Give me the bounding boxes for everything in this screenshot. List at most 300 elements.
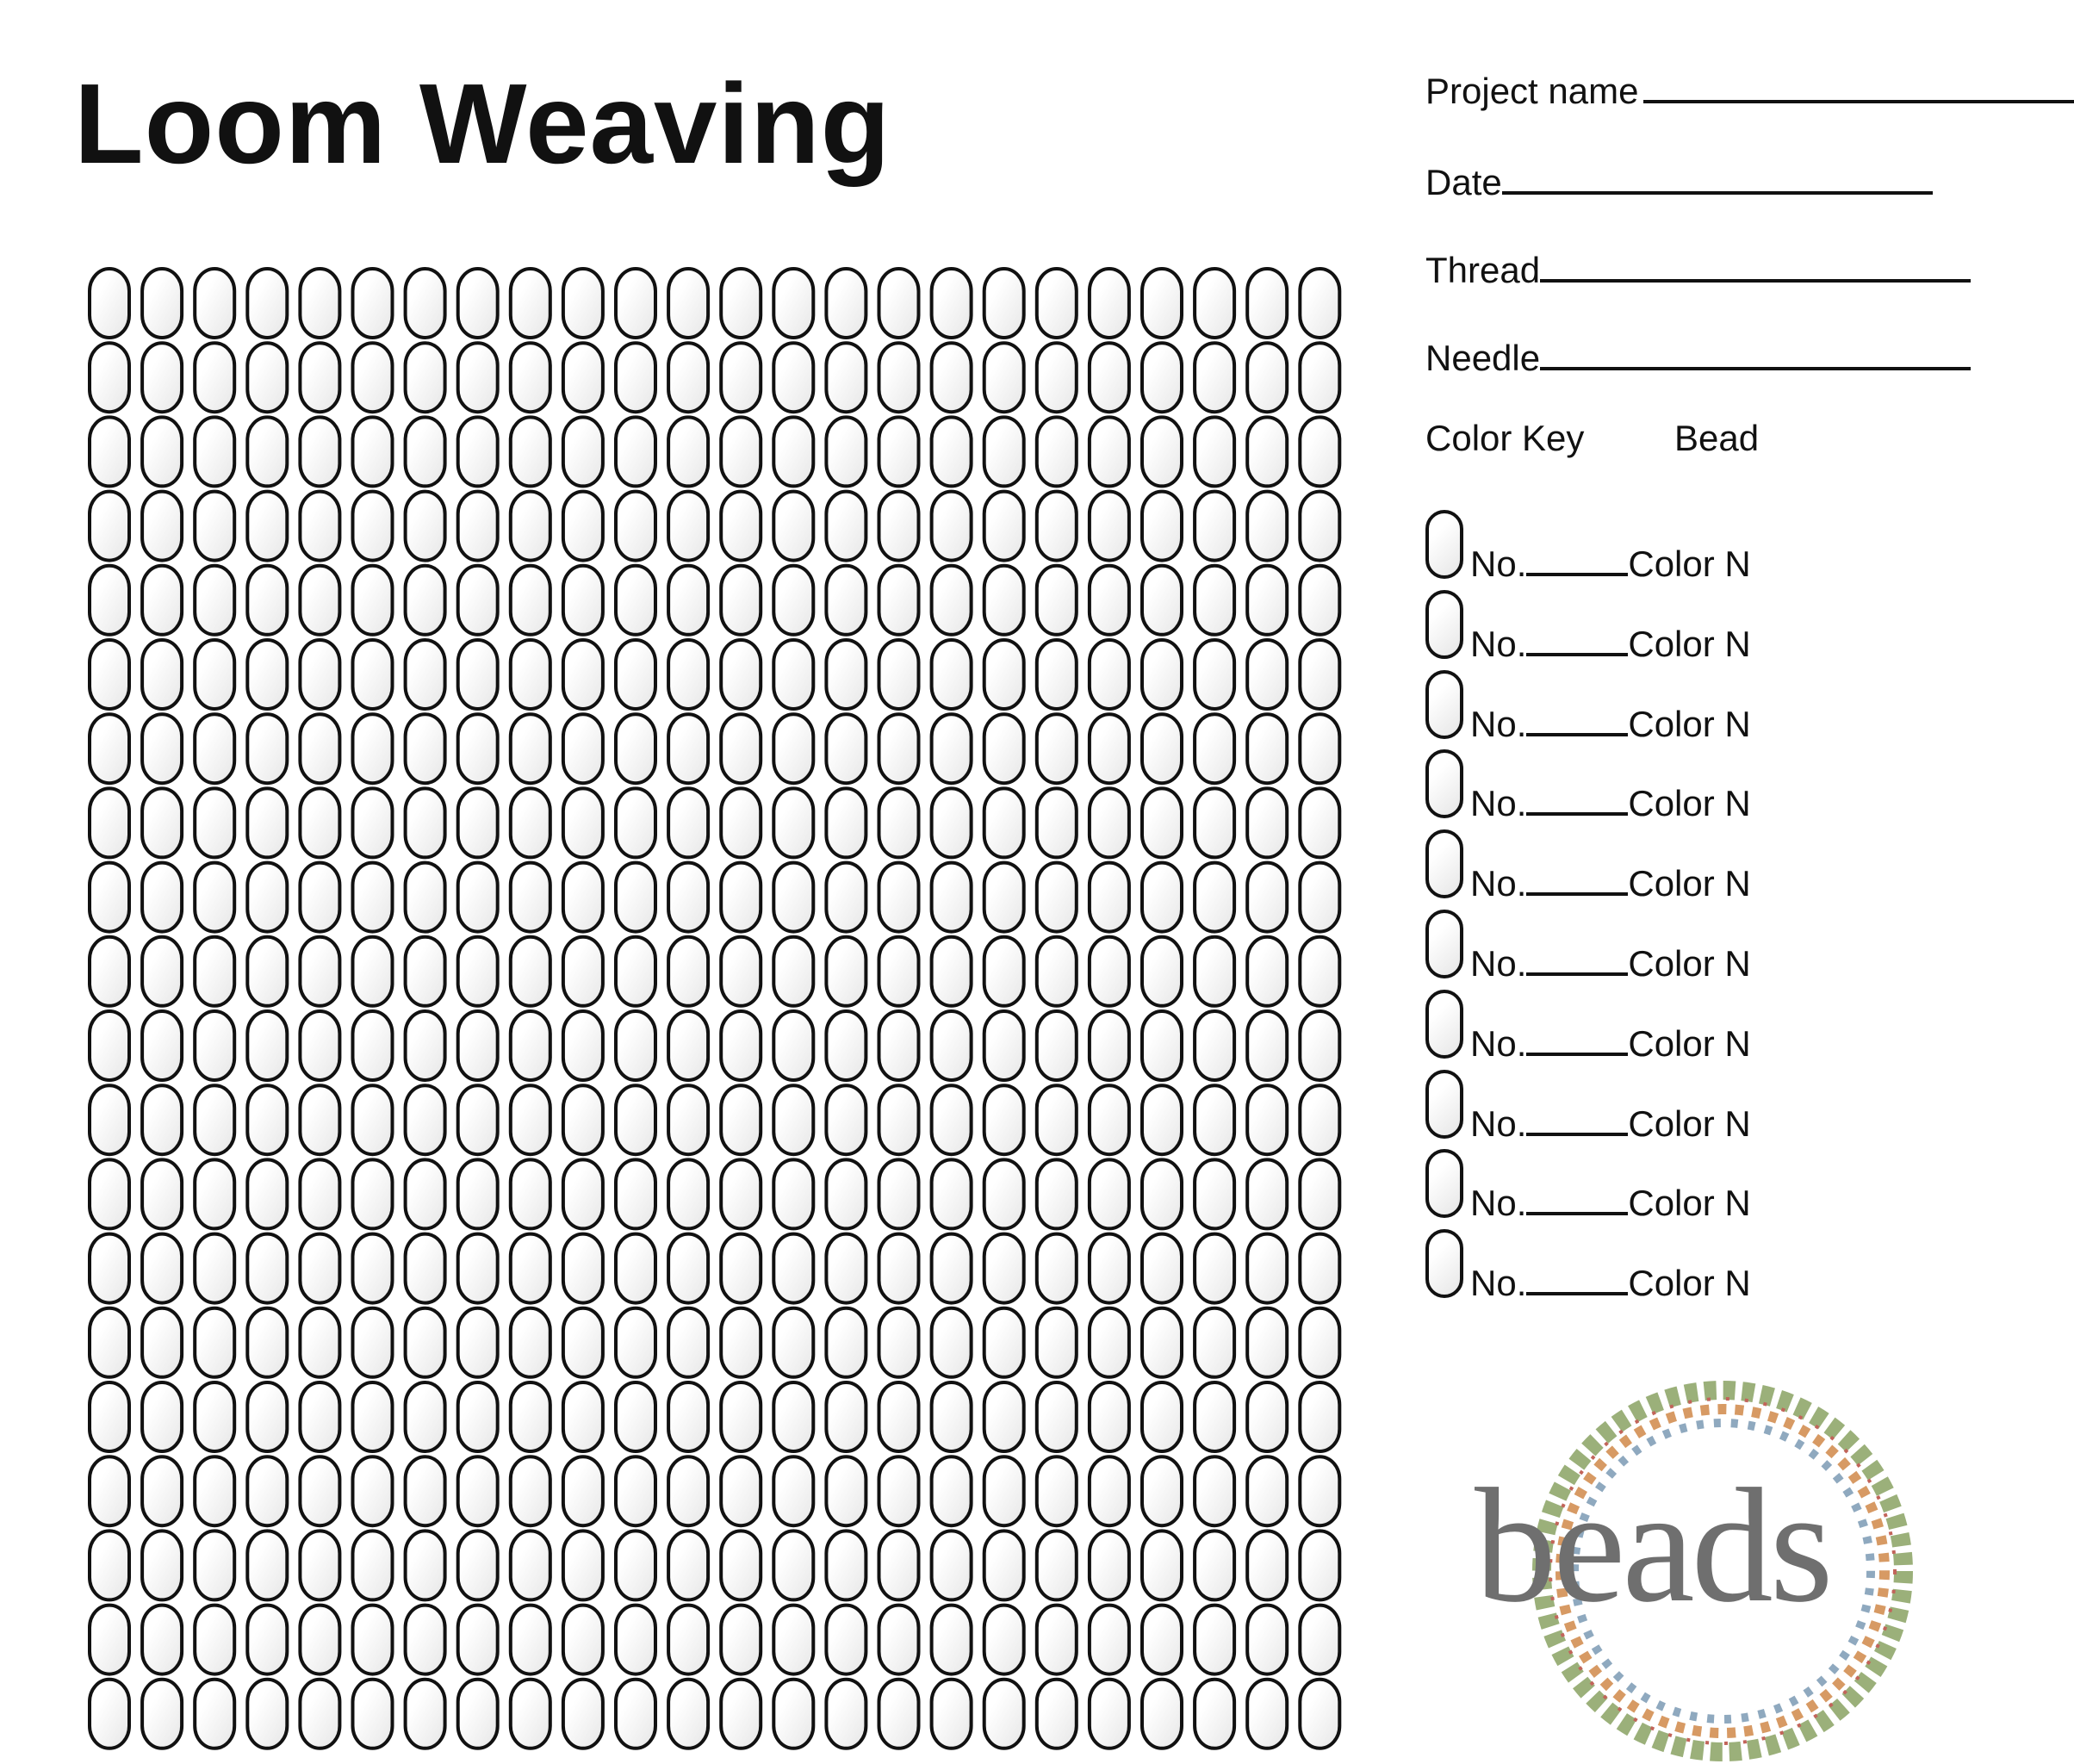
bead-cell[interactable] [195, 1011, 234, 1080]
bead-cell[interactable] [721, 1531, 761, 1599]
bead-cell[interactable] [195, 788, 234, 857]
bead-cell[interactable] [616, 1457, 655, 1525]
bead-cell[interactable] [300, 714, 339, 783]
bead-cell[interactable] [1300, 1680, 1339, 1748]
bead-cell[interactable] [879, 714, 919, 783]
bead-cell[interactable] [879, 863, 919, 932]
bead-cell[interactable] [1037, 343, 1077, 412]
bead-cell[interactable] [1090, 1680, 1129, 1748]
color-swatch-oval[interactable] [1425, 670, 1463, 739]
bead-cell[interactable] [142, 1531, 182, 1599]
bead-cell[interactable] [563, 1308, 603, 1377]
bead-cell[interactable] [668, 937, 708, 1006]
bead-cell[interactable] [195, 640, 234, 709]
bead-cell[interactable] [406, 1159, 445, 1228]
bead-cell[interactable] [511, 937, 550, 1006]
bead-cell[interactable] [406, 788, 445, 857]
bead-cell[interactable] [773, 714, 813, 783]
no-blank[interactable] [1526, 866, 1628, 896]
bead-cell[interactable] [668, 1606, 708, 1674]
bead-cell[interactable] [984, 1680, 1024, 1748]
bead-cell[interactable] [773, 788, 813, 857]
bead-cell[interactable] [932, 1457, 972, 1525]
bead-cell[interactable] [406, 937, 445, 1006]
bead-cell[interactable] [406, 1457, 445, 1525]
bead-cell[interactable] [984, 492, 1024, 561]
bead-cell[interactable] [1195, 1606, 1234, 1674]
bead-cell[interactable] [984, 566, 1024, 635]
bead-cell[interactable] [616, 1011, 655, 1080]
bead-cell[interactable] [195, 269, 234, 338]
bead-cell[interactable] [1300, 1606, 1339, 1674]
bead-cell[interactable] [406, 269, 445, 338]
bead-cell[interactable] [1142, 1159, 1182, 1228]
bead-cell[interactable] [142, 566, 182, 635]
bead-cell[interactable] [511, 640, 550, 709]
bead-cell[interactable] [406, 1234, 445, 1303]
bead-cell[interactable] [668, 1085, 708, 1154]
bead-cell[interactable] [773, 863, 813, 932]
bead-cell[interactable] [616, 269, 655, 338]
bead-cell[interactable] [826, 1531, 866, 1599]
bead-cell[interactable] [932, 788, 972, 857]
bead-cell[interactable] [826, 1606, 866, 1674]
bead-cell[interactable] [616, 566, 655, 635]
bead-cell[interactable] [458, 417, 498, 486]
bead-cell[interactable] [353, 1308, 393, 1377]
bead-cell[interactable] [984, 1159, 1024, 1228]
bead-cell[interactable] [90, 1085, 129, 1154]
bead-cell[interactable] [195, 1085, 234, 1154]
bead-cell[interactable] [1195, 714, 1234, 783]
bead-cell[interactable] [668, 788, 708, 857]
bead-cell[interactable] [406, 566, 445, 635]
bead-cell[interactable] [879, 417, 919, 486]
bead-cell[interactable] [511, 1531, 550, 1599]
bead-cell[interactable] [721, 1606, 761, 1674]
bead-cell[interactable] [773, 1457, 813, 1525]
bead-cell[interactable] [668, 640, 708, 709]
bead-cell[interactable] [563, 863, 603, 932]
bead-cell[interactable] [773, 937, 813, 1006]
bead-cell[interactable] [721, 1011, 761, 1080]
bead-cell[interactable] [1142, 714, 1182, 783]
bead-cell[interactable] [511, 1159, 550, 1228]
bead-cell[interactable] [1037, 1457, 1077, 1525]
bead-cell[interactable] [1300, 1085, 1339, 1154]
bead-cell[interactable] [353, 1531, 393, 1599]
bead-cell[interactable] [195, 1308, 234, 1377]
bead-cell[interactable] [142, 714, 182, 783]
bead-cell[interactable] [406, 714, 445, 783]
bead-cell[interactable] [1037, 566, 1077, 635]
bead-cell[interactable] [932, 1234, 972, 1303]
bead-cell[interactable] [458, 937, 498, 1006]
bead-cell[interactable] [721, 343, 761, 412]
bead-cell[interactable] [879, 1382, 919, 1451]
bead-cell[interactable] [826, 1085, 866, 1154]
bead-cell[interactable] [1090, 1159, 1129, 1228]
project-name-blank[interactable] [1643, 69, 2074, 103]
bead-cell[interactable] [142, 1457, 182, 1525]
bead-cell[interactable] [773, 492, 813, 561]
bead-cell[interactable] [195, 937, 234, 1006]
no-blank[interactable] [1526, 627, 1628, 656]
bead-cell[interactable] [721, 937, 761, 1006]
bead-cell[interactable] [90, 1606, 129, 1674]
bead-cell[interactable] [879, 937, 919, 1006]
bead-cell[interactable] [773, 343, 813, 412]
bead-cell[interactable] [511, 1011, 550, 1080]
bead-cell[interactable] [1195, 1382, 1234, 1451]
bead-cell[interactable] [668, 863, 708, 932]
bead-cell[interactable] [721, 492, 761, 561]
bead-cell[interactable] [826, 1457, 866, 1525]
bead-cell[interactable] [195, 1531, 234, 1599]
bead-cell[interactable] [1300, 492, 1339, 561]
bead-cell[interactable] [458, 1159, 498, 1228]
bead-cell[interactable] [826, 566, 866, 635]
bead-cell[interactable] [879, 1680, 919, 1748]
bead-cell[interactable] [247, 788, 287, 857]
bead-cell[interactable] [1195, 1011, 1234, 1080]
bead-cell[interactable] [1195, 1085, 1234, 1154]
bead-cell[interactable] [1090, 1308, 1129, 1377]
bead-cell[interactable] [90, 1457, 129, 1525]
no-blank[interactable] [1526, 1186, 1628, 1215]
bead-cell[interactable] [1142, 1531, 1182, 1599]
bead-cell[interactable] [773, 269, 813, 338]
bead-cell[interactable] [300, 863, 339, 932]
bead-cell[interactable] [195, 1234, 234, 1303]
bead-cell[interactable] [90, 714, 129, 783]
bead-cell[interactable] [563, 714, 603, 783]
bead-cell[interactable] [300, 1531, 339, 1599]
bead-cell[interactable] [1142, 269, 1182, 338]
bead-cell[interactable] [879, 1159, 919, 1228]
no-blank[interactable] [1526, 1266, 1628, 1295]
bead-cell[interactable] [353, 1234, 393, 1303]
bead-cell[interactable] [1195, 1680, 1234, 1748]
bead-cell[interactable] [668, 1531, 708, 1599]
bead-cell[interactable] [721, 1085, 761, 1154]
bead-cell[interactable] [826, 269, 866, 338]
bead-cell[interactable] [1300, 269, 1339, 338]
bead-cell[interactable] [511, 1234, 550, 1303]
bead-cell[interactable] [458, 1457, 498, 1525]
bead-cell[interactable] [826, 1680, 866, 1748]
bead-cell[interactable] [458, 269, 498, 338]
bead-cell[interactable] [90, 640, 129, 709]
bead-cell[interactable] [879, 1308, 919, 1377]
bead-cell[interactable] [353, 863, 393, 932]
bead-cell[interactable] [932, 269, 972, 338]
bead-cell[interactable] [773, 1308, 813, 1377]
thread-blank[interactable] [1540, 248, 1971, 283]
bead-cell[interactable] [879, 1234, 919, 1303]
bead-cell[interactable] [458, 788, 498, 857]
bead-cell[interactable] [458, 1085, 498, 1154]
bead-cell[interactable] [1090, 788, 1129, 857]
bead-cell[interactable] [668, 714, 708, 783]
bead-cell[interactable] [1247, 566, 1287, 635]
bead-cell[interactable] [984, 863, 1024, 932]
bead-cell[interactable] [563, 1606, 603, 1674]
bead-cell[interactable] [195, 1606, 234, 1674]
bead-cell[interactable] [511, 863, 550, 932]
no-blank[interactable] [1526, 947, 1628, 976]
bead-cell[interactable] [826, 1011, 866, 1080]
bead-cell[interactable] [458, 640, 498, 709]
bead-cell[interactable] [616, 1085, 655, 1154]
bead-cell[interactable] [932, 1011, 972, 1080]
bead-cell[interactable] [90, 1308, 129, 1377]
bead-cell[interactable] [1247, 1531, 1287, 1599]
bead-cell[interactable] [984, 1531, 1024, 1599]
bead-cell[interactable] [879, 788, 919, 857]
bead-cell[interactable] [90, 937, 129, 1006]
bead-cell[interactable] [142, 1382, 182, 1451]
bead-cell[interactable] [406, 1085, 445, 1154]
bead-cell[interactable] [773, 1606, 813, 1674]
bead-cell[interactable] [511, 1085, 550, 1154]
bead-cell[interactable] [90, 788, 129, 857]
bead-cell[interactable] [458, 1308, 498, 1377]
bead-cell[interactable] [721, 1234, 761, 1303]
bead-cell[interactable] [90, 1159, 129, 1228]
bead-cell[interactable] [300, 1234, 339, 1303]
bead-cell[interactable] [879, 492, 919, 561]
bead-cell[interactable] [142, 1308, 182, 1377]
bead-cell[interactable] [511, 1382, 550, 1451]
bead-cell[interactable] [1247, 1457, 1287, 1525]
bead-cell[interactable] [1037, 863, 1077, 932]
bead-cell[interactable] [721, 1159, 761, 1228]
bead-cell[interactable] [1195, 788, 1234, 857]
bead-cell[interactable] [1090, 1531, 1129, 1599]
bead-cell[interactable] [247, 1457, 287, 1525]
bead-cell[interactable] [142, 343, 182, 412]
no-blank[interactable] [1526, 1107, 1628, 1136]
bead-cell[interactable] [773, 1531, 813, 1599]
bead-cell[interactable] [563, 343, 603, 412]
bead-cell[interactable] [247, 640, 287, 709]
bead-cell[interactable] [406, 863, 445, 932]
bead-cell[interactable] [458, 1680, 498, 1748]
bead-cell[interactable] [142, 1085, 182, 1154]
bead-cell[interactable] [1037, 1531, 1077, 1599]
bead-cell[interactable] [300, 640, 339, 709]
bead-cell[interactable] [721, 714, 761, 783]
no-blank[interactable] [1526, 1027, 1628, 1056]
bead-cell[interactable] [721, 417, 761, 486]
bead-cell[interactable] [1300, 714, 1339, 783]
bead-cell[interactable] [668, 566, 708, 635]
bead-cell[interactable] [90, 343, 129, 412]
bead-cell[interactable] [879, 1011, 919, 1080]
bead-cell[interactable] [1142, 417, 1182, 486]
bead-cell[interactable] [1247, 1011, 1287, 1080]
bead-cell[interactable] [300, 566, 339, 635]
bead-cell[interactable] [247, 714, 287, 783]
bead-cell[interactable] [1195, 492, 1234, 561]
needle-blank[interactable] [1540, 336, 1971, 370]
bead-cell[interactable] [563, 1085, 603, 1154]
bead-cell[interactable] [90, 1680, 129, 1748]
bead-cell[interactable] [1142, 1234, 1182, 1303]
bead-cell[interactable] [1247, 1085, 1287, 1154]
bead-cell[interactable] [1195, 863, 1234, 932]
bead-cell[interactable] [300, 492, 339, 561]
bead-cell[interactable] [353, 1680, 393, 1748]
bead-cell[interactable] [826, 714, 866, 783]
bead-cell[interactable] [563, 640, 603, 709]
bead-cell[interactable] [195, 1457, 234, 1525]
bead-cell[interactable] [142, 1680, 182, 1748]
bead-cell[interactable] [826, 343, 866, 412]
bead-cell[interactable] [1037, 1234, 1077, 1303]
bead-cell[interactable] [90, 863, 129, 932]
bead-cell[interactable] [668, 1382, 708, 1451]
bead-cell[interactable] [247, 1382, 287, 1451]
bead-cell[interactable] [984, 714, 1024, 783]
bead-cell[interactable] [879, 1606, 919, 1674]
bead-cell[interactable] [195, 417, 234, 486]
bead-cell[interactable] [668, 1680, 708, 1748]
bead-cell[interactable] [1037, 640, 1077, 709]
bead-cell[interactable] [1037, 1680, 1077, 1748]
bead-cell[interactable] [932, 714, 972, 783]
bead-cell[interactable] [1300, 566, 1339, 635]
bead-cell[interactable] [1142, 788, 1182, 857]
color-swatch-oval[interactable] [1425, 749, 1463, 818]
bead-cell[interactable] [142, 1606, 182, 1674]
bead-cell[interactable] [932, 937, 972, 1006]
bead-cell[interactable] [300, 937, 339, 1006]
bead-cell[interactable] [616, 714, 655, 783]
bead-cell[interactable] [668, 343, 708, 412]
bead-cell[interactable] [300, 269, 339, 338]
bead-cell[interactable] [511, 1606, 550, 1674]
bead-cell[interactable] [879, 1531, 919, 1599]
bead-cell[interactable] [1037, 1085, 1077, 1154]
bead-cell[interactable] [353, 788, 393, 857]
bead-cell[interactable] [1195, 1531, 1234, 1599]
bead-cell[interactable] [1090, 937, 1129, 1006]
bead-cell[interactable] [616, 492, 655, 561]
bead-cell[interactable] [1037, 492, 1077, 561]
bead-cell[interactable] [668, 492, 708, 561]
bead-cell[interactable] [300, 1457, 339, 1525]
bead-cell[interactable] [1247, 1234, 1287, 1303]
bead-cell[interactable] [616, 1680, 655, 1748]
bead-cell[interactable] [511, 269, 550, 338]
bead-cell[interactable] [1195, 1234, 1234, 1303]
bead-cell[interactable] [668, 1159, 708, 1228]
bead-cell[interactable] [563, 417, 603, 486]
bead-cell[interactable] [879, 1457, 919, 1525]
bead-cell[interactable] [1247, 492, 1287, 561]
bead-cell[interactable] [353, 492, 393, 561]
bead-cell[interactable] [932, 1382, 972, 1451]
no-blank[interactable] [1526, 547, 1628, 576]
bead-cell[interactable] [1195, 417, 1234, 486]
bead-cell[interactable] [142, 492, 182, 561]
bead-cell[interactable] [563, 1457, 603, 1525]
bead-cell[interactable] [247, 1680, 287, 1748]
bead-cell[interactable] [247, 1234, 287, 1303]
bead-cell[interactable] [563, 1382, 603, 1451]
bead-cell[interactable] [1090, 492, 1129, 561]
bead-cell[interactable] [142, 1159, 182, 1228]
bead-cell[interactable] [773, 1085, 813, 1154]
bead-cell[interactable] [90, 492, 129, 561]
bead-cell[interactable] [511, 417, 550, 486]
bead-cell[interactable] [563, 1011, 603, 1080]
bead-cell[interactable] [458, 714, 498, 783]
bead-cell[interactable] [300, 1085, 339, 1154]
bead-cell[interactable] [932, 1680, 972, 1748]
bead-cell[interactable] [1300, 417, 1339, 486]
bead-cell[interactable] [142, 1234, 182, 1303]
bead-cell[interactable] [616, 1531, 655, 1599]
bead-cell[interactable] [458, 1531, 498, 1599]
bead-cell[interactable] [721, 269, 761, 338]
bead-cell[interactable] [406, 1382, 445, 1451]
bead-cell[interactable] [932, 343, 972, 412]
bead-cell[interactable] [616, 937, 655, 1006]
bead-cell[interactable] [932, 1159, 972, 1228]
bead-cell[interactable] [1037, 1382, 1077, 1451]
bead-cell[interactable] [616, 343, 655, 412]
bead-cell[interactable] [247, 566, 287, 635]
bead-cell[interactable] [247, 937, 287, 1006]
bead-cell[interactable] [1247, 937, 1287, 1006]
bead-cell[interactable] [1142, 1085, 1182, 1154]
color-swatch-oval[interactable] [1425, 510, 1463, 579]
bead-cell[interactable] [1247, 1159, 1287, 1228]
bead-cell[interactable] [353, 269, 393, 338]
bead-cell[interactable] [300, 417, 339, 486]
bead-cell[interactable] [300, 1680, 339, 1748]
bead-cell[interactable] [1037, 417, 1077, 486]
bead-cell[interactable] [353, 1159, 393, 1228]
bead-cell[interactable] [616, 788, 655, 857]
bead-cell[interactable] [90, 417, 129, 486]
bead-cell[interactable] [195, 863, 234, 932]
bead-cell[interactable] [1090, 714, 1129, 783]
bead-cell[interactable] [1142, 937, 1182, 1006]
bead-cell[interactable] [879, 343, 919, 412]
bead-cell[interactable] [300, 1308, 339, 1377]
bead-cell[interactable] [1037, 937, 1077, 1006]
bead-cell[interactable] [1195, 269, 1234, 338]
bead-cell[interactable] [247, 417, 287, 486]
bead-cell[interactable] [668, 1308, 708, 1377]
bead-cell[interactable] [142, 417, 182, 486]
bead-cell[interactable] [1247, 1680, 1287, 1748]
bead-cell[interactable] [406, 417, 445, 486]
bead-cell[interactable] [1142, 1457, 1182, 1525]
bead-cell[interactable] [1247, 788, 1287, 857]
bead-cell[interactable] [616, 1382, 655, 1451]
bead-cell[interactable] [879, 269, 919, 338]
bead-cell[interactable] [406, 1606, 445, 1674]
bead-cell[interactable] [668, 269, 708, 338]
bead-cell[interactable] [90, 269, 129, 338]
bead-cell[interactable] [563, 1159, 603, 1228]
bead-cell[interactable] [511, 1680, 550, 1748]
